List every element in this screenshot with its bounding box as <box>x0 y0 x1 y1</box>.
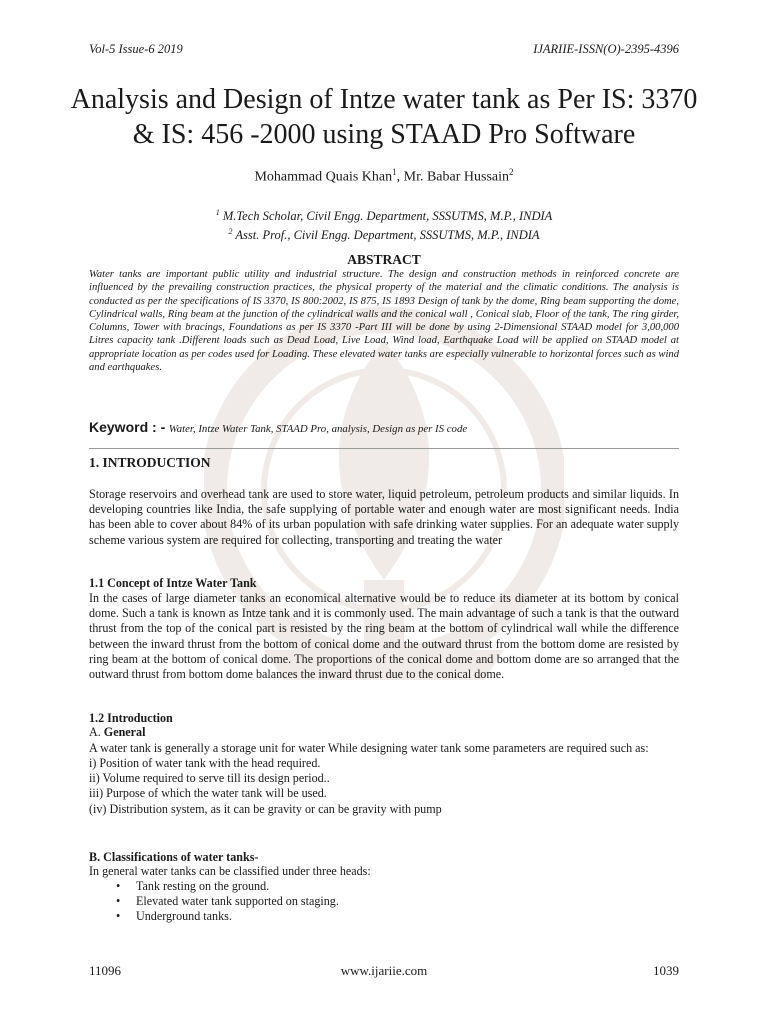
affiliation-text: Asst. Prof., Civil Engg. Department, SSSUTMS, M.P., INDIA <box>235 228 540 243</box>
general-intro-text: A water tank is generally a storage unit for water While designing water tank some parameters are required such as: <box>89 741 649 755</box>
author-separator: , <box>396 169 404 185</box>
affiliation-text: M.Tech Scholar, Civil Engg. Department, SSSUTMS, M.P., INDIA <box>222 209 553 224</box>
introduction-paragraph: Storage reservoirs and overhead tank are used to store water, liquid petroleum, petroleum products and similar liquids. In developing countries like India, the safe supplying of portable water and enough water are most significant needs. India has been able to cover about 84% of its urban population with safe drinking water supplies. For an adequate water supply scheme various system are required for collecting, transporting and treating the water <box>89 487 679 547</box>
list-item: i) Position of water tank with the head required. <box>89 756 321 770</box>
intze-concept-paragraph: In the cases of large diameter tanks an economical alternative would be to reduce its diameter at its bottom by conical dome. Such a tank is known as Intze tank and it is commonly used. The main advantage of such a tank is that the outward thrust from the top of the conical part is resisted by the ring beam at the bottom of cylindrical wall while the difference between the inward thrust from the bottom of conical dome and the outward thrust from the bottom dome are resisted by ring beam at the bottom of conical dome. The proportions of the conical dome and bottom dome are so arranged that the outward thrust from bottom dome balances the inward thrust due to the conical dome. <box>89 591 679 682</box>
subsection-heading-classifications: B. Classifications of water tanks- <box>89 850 259 864</box>
affiliation-line <box>60 205 708 224</box>
list-item-text: Elevated water tank supported on staging. <box>136 894 339 909</box>
footer-page-number: 1039 <box>653 963 679 978</box>
classifications-intro-text: In general water tanks can be classified under three heads: <box>89 864 371 878</box>
footer-website-link[interactable]: www.ijariie.com <box>340 963 428 978</box>
list-item-text: Underground tanks. <box>136 909 232 924</box>
list-item: iii) Purpose of which the water tank will be used. <box>89 786 327 801</box>
author-name: Mohammad Quais Khan <box>254 169 393 185</box>
general-title: General <box>103 725 146 739</box>
list-item: (iv) Distribution system, as it can be gravity or can be gravity with pump <box>89 801 442 816</box>
header-volume-issue: Vol-5 Issue-6 2019 <box>89 42 183 56</box>
general-subheading <box>89 725 145 740</box>
subsection-heading-intze-concept: 1.1 Concept of Intze Water Tank <box>89 576 257 590</box>
affiliation-superscript: 2 <box>228 227 233 237</box>
footer-left-number: 11096 <box>89 963 122 978</box>
author-name: Mr. Babar Hussain <box>403 169 510 185</box>
bullet-icon: • <box>116 909 121 924</box>
bullet-icon: • <box>116 894 121 909</box>
keyword-line <box>89 419 467 437</box>
affiliation-superscript: 1 <box>215 208 220 217</box>
keyword-label: Keyword : - <box>89 419 166 435</box>
subsection-heading-introduction: 1.2 Introduction <box>89 711 173 725</box>
list-item: ii) Volume required to serve till its design period.. <box>89 771 330 786</box>
section-heading-introduction: 1. INTRODUCTION <box>89 455 211 470</box>
author-line <box>60 167 708 186</box>
general-prefix: A. <box>89 725 101 739</box>
list-item <box>116 879 339 894</box>
classification-list <box>116 879 339 925</box>
abstract-text: Water tanks are important public utility and industrial structure. The design and construction methods in reinforced concrete are influenced by the prevailing construction practices, the physical property of the material and the climatic conditions. The analysis is conducted as per the specifications of IS 3370, IS 800:2002, IS 875, IS 1893 Design of tank by the dome, Ring beam supporting the dome, Cylindrical walls, Ring beam at the junction of the cylindrical walls and the conical wall , Conical slab, Floor of the tank, The ring girder, Columns, Tower with bracings, Foundations as per IS 3370 -Part III will be done by using 2-Dimensional STAAD model for 3,00,000 Litres capacity tank .Different loads such as Dead Load, Live Load, Wind load, Earthquake Load will be applied on STAAD model at appropriate location as per codes used for Loading. These elevated water tanks are especially vulnerable to horizontal forces such as wind and earthquakes. <box>89 269 679 373</box>
list-item <box>116 894 339 909</box>
list-item-text: Tank resting on the ground. <box>136 879 270 893</box>
abstract-heading: ABSTRACT <box>347 252 421 267</box>
parameter-list <box>89 756 442 817</box>
affiliations <box>60 205 708 243</box>
author-superscript: 1 <box>392 167 397 177</box>
section-divider <box>89 448 679 449</box>
affiliation-line <box>60 224 708 243</box>
bullet-icon: • <box>116 879 121 893</box>
header-issn: IJARIIE-ISSN(O)-2395-4396 <box>533 42 679 56</box>
keyword-text: Water, Intze Water Tank, STAAD Pro, analysis, Design as per IS code <box>168 423 468 435</box>
paper-title: Analysis and Design of Intze water tank as Per IS: 3370 & IS: 456 -2000 using STAAD Pro Software <box>70 84 698 150</box>
author-superscript: 2 <box>509 167 514 177</box>
list-item <box>116 909 339 924</box>
